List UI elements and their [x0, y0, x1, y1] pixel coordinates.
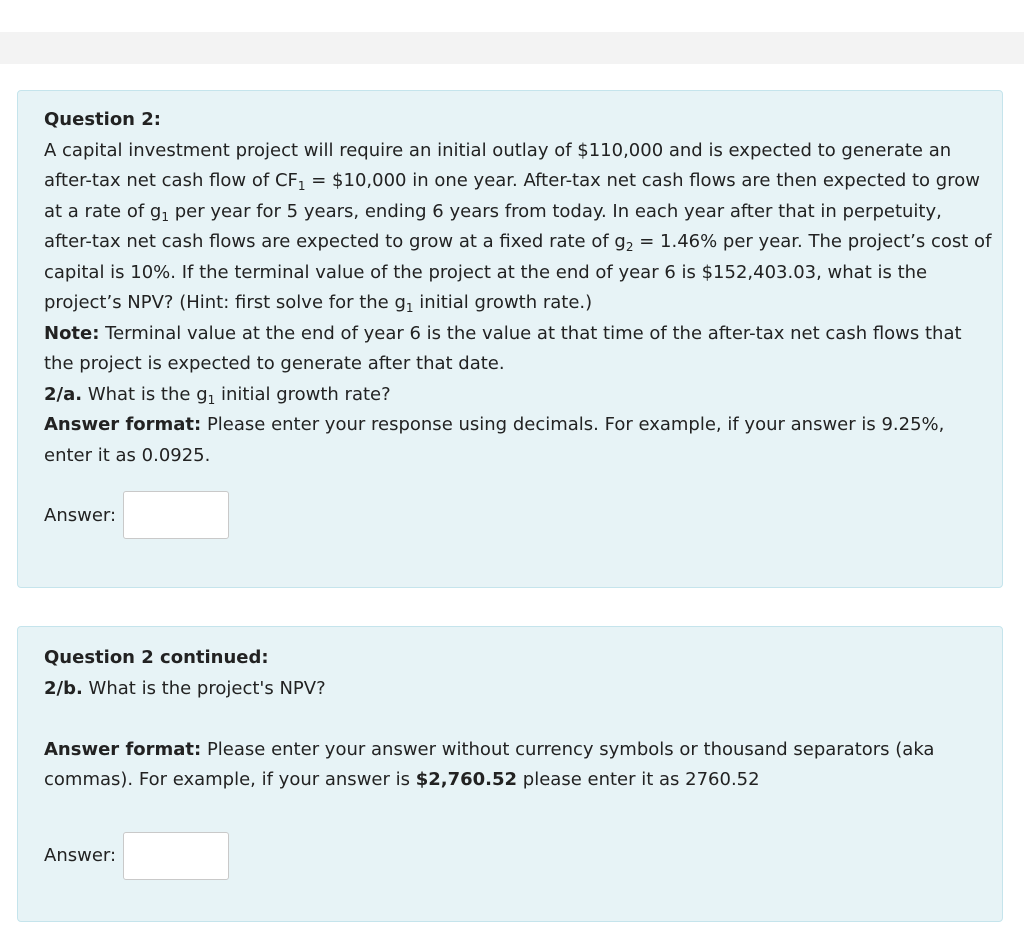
- question-title: Question 2:: [44, 109, 161, 130]
- top-header-band: [0, 32, 1024, 64]
- question-text-line: A capital investment project will require an initial outlay of $110,000 and is expected to generate an: [44, 139, 952, 161]
- note-text: Note: Terminal value at the end of year 6 is the value at that time of the after-tax net cash flows that the project is expected to generate after that date.: [44, 322, 962, 374]
- answer-input-2a[interactable]: [123, 491, 229, 539]
- question-title: Question 2 continued:: [44, 647, 269, 668]
- question-card-2b: [17, 626, 1003, 922]
- question-text-line: after-tax net cash flow of $CF_1$ = $10,000 in one year. After-tax net cash flows are then expected to grow: [44, 170, 980, 193]
- answer-row: [44, 832, 976, 880]
- part-prompt: 2/b. What is the project's NPV?: [44, 677, 326, 699]
- question-text-line: project’s NPV? (Hint: first solve for the $g_1$ initial growth rate.): [44, 292, 593, 315]
- question-card-2a: [17, 90, 1003, 588]
- question-text-line: at a rate of $g_1$ per year for 5 years, ending 6 years from today. In each year after that in perpetuity,: [44, 200, 942, 224]
- answer-format-text: Answer format: Please enter your answer without currency symbols or thousand separators (aka commas). For example, if your answer is $2,760.52 please enter it as 2760.52: [44, 738, 935, 790]
- answer-input-2b[interactable]: [123, 832, 229, 880]
- part-prompt: 2/a. What is the $g_1$ initial growth rate?: [44, 383, 391, 407]
- question-text-line: capital is 10%. If the terminal value of the project at the end of year 6 is $152,403.03, what is the: [44, 261, 928, 283]
- answer-label: Answer:: [44, 845, 117, 866]
- answer-row: [44, 491, 976, 539]
- question-text-line: after-tax net cash flows are expected to grow at a fixed rate of $g_2 = 1.46\%$ per year. The project’s cost of: [44, 231, 992, 254]
- answer-format-text: Answer format: Please enter your response using decimals. For example, if your answer is 9.25%, enter it as 0.0925.: [44, 414, 945, 466]
- answer-label: Answer:: [44, 504, 117, 526]
